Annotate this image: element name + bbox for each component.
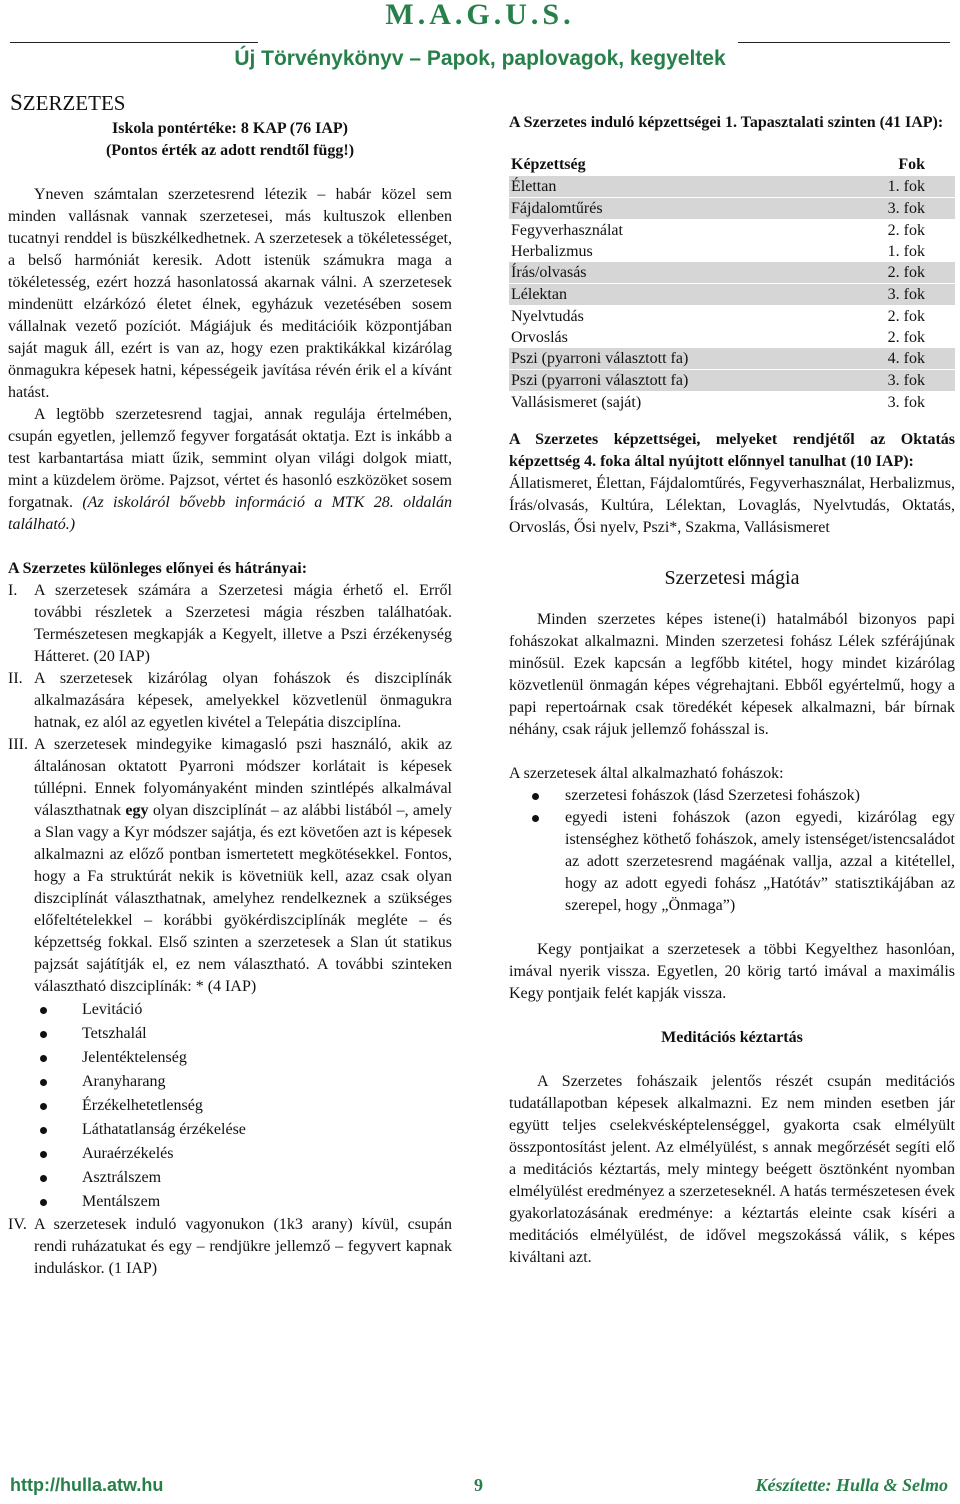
item-text: A szerzetesek induló vagyonukon (1k3 arany) kívül, csupán rendi ruházatukat és egy – rendjükre jellemző – fegyvert kapnak induláskor. (1 IAP) (34, 1216, 452, 1277)
list-item: Érzékelhetetlenség (8, 1094, 452, 1118)
skill-name: Élettan (509, 176, 863, 198)
title-rest: ZERZETES (22, 91, 126, 115)
skill-level: 3. fok (863, 198, 955, 220)
table-row (509, 284, 955, 306)
skill-name: Herbalizmus (511, 243, 593, 260)
kegy-paragraph: Kegy pontjaikat a szerzetesek a többi Kegyelthez hasonlóan, imával nyerik vissza. Egyetlen, 20 körig tartó imával a maximális Kegy pontjaik felét kapják vissza. (509, 941, 955, 1002)
level-column-header: Fok (898, 156, 925, 173)
school-value: Iskola pontértéke: 8 KAP (76 IAP) (112, 120, 348, 137)
list-item: Asztrálszem (8, 1166, 452, 1190)
advantage-item (8, 1214, 452, 1280)
skill-level: 2. fok (887, 222, 925, 239)
skill-name: Lélektan (509, 284, 863, 306)
school-note: (Pontos érték az adott rendtől függ!) (105, 142, 355, 159)
item-number: III. (8, 736, 28, 753)
header-rule-left (10, 42, 258, 43)
table-row (509, 306, 955, 328)
meditation-title: Meditációs kéztartás (661, 1029, 803, 1046)
skill-level: 3. fok (863, 284, 955, 306)
list-item: Levitáció (8, 998, 452, 1022)
item-number: II. (8, 670, 23, 687)
table-row (509, 198, 955, 220)
skills-table (509, 154, 955, 413)
title-cap: S (10, 90, 23, 115)
section-title (10, 92, 452, 114)
item3-text-b: olyan diszciplínát – az alábbi listából –, amely a Slan vagy a Kyr módszer sajátja, és ezt követően azt is képesek alkalmazni az előző pontban ismertetett megkötésekkel. Fontos, hogy a Fa struktúrát nekik is követniük kell, azaz csak olyan diszciplínát választhatnak, amelyhez rendelkeznek a szükséges előfeltételekkel – korábbi gyökérdiszciplínák megléte – és képzettség fokkal. Első szinten a szerzetesek a Slan út statikus pajzsát sajátítják el, ez nem választható. A további szinteken választható diszciplínák: * (4 IAP) (34, 802, 453, 995)
item-text: A szerzetesek számára a Szerzetesi mágia érhető el. Erről további részletek a Szerzetesi mágia részben találhatóak. Természetesen megkapják a Kegyelt, illetve a Pszi érzékenység Hátteret. (20 IAP) (34, 582, 452, 665)
list-item: szerzetesi fohászok (lásd Szerzetesi fohászok) (509, 785, 955, 807)
skill-name: Nyelvtudás (511, 308, 584, 325)
skill-level: 1. fok (887, 243, 925, 260)
table-row (509, 348, 955, 370)
skill-name: Pszi (pyarroni választott fa) (509, 370, 863, 392)
advantage-item (8, 734, 452, 998)
header-subtitle: Új Törvénykönyv – Papok, paplovagok, kegyeltek (234, 47, 726, 70)
list-item: Láthatatlanság érzékelése (8, 1118, 452, 1142)
item-number: I. (8, 582, 18, 599)
advantage-item (8, 580, 452, 668)
skill-name: Fájdalomtűrés (509, 198, 863, 220)
discipline-list (8, 998, 452, 1214)
skill-level: 2. fok (887, 329, 925, 346)
list-item: Auraérzékelés (8, 1142, 452, 1166)
intro-paragraph (8, 184, 452, 404)
school-reference: (Az iskoláról bővebb információ a MTK 28. oldalán található.) (8, 494, 453, 533)
advantage-item (8, 668, 452, 734)
item3-bold: egy (125, 802, 149, 819)
skill-name: Vallásismeret (saját) (511, 394, 642, 411)
page-footer (0, 1474, 960, 1500)
intro-text: Yneven számtalan szerzetesrend létezik – habár közel sem minden vallásnak vannak szerzetesei, más kultuszok ellenben tucatnyi renddel is büszkélkedhetnek. A szerzetesek a tökéletességet, a belső harmóniát keresik. Adott istenük számukra maga a tökéletesség, ezért hozzá hasonlatossá akarnak válni. A szerzetesek mindenütt elzárkózó életet élnek, egyházuk vezetésében sosem vállalnak vezető pozíciót. Mágiájuk és meditációik központjában saját maguk áll, ezért is van az, hogy ezen praktikákkal kizárólag önmagukra képesek hatni, képességeik javítása révén érik el a kívánt hatást. (8, 186, 452, 401)
list-item: Tetszhalál (8, 1022, 452, 1046)
skill-name: Orvoslás (511, 329, 568, 346)
skill-column-header: Képzettség (511, 156, 586, 173)
header-rule-right (738, 42, 950, 43)
advantages-heading: A Szerzetes különleges előnyei és hátrányai: (8, 560, 308, 577)
prayer-list (509, 785, 955, 917)
skills-intro: A Szerzetes induló képzettségei 1. Tapasztalati szinten (41 IAP): (509, 114, 944, 131)
table-row (509, 392, 955, 414)
table-row (509, 262, 955, 284)
left-column (8, 92, 452, 1280)
list-item: Mentálszem (8, 1190, 452, 1214)
skill-level: 2. fok (863, 262, 955, 284)
meditation-paragraph: A Szerzetes fohászaik jelentős részét csupán meditációs tudatállapotban képesek alkalmazni. Ez nem minden esetben jár együtt teljes cselekvésképtelenséggel, gyakorta csak elmélyült összpontosítást jelent. Az elmélyülést, s annak megőrzését segíti elő a meditációs kéztartás, mely mintegy beégett ösztönként nyomban elmélyülést eredményez a szerzeteseknél. A hatás természetesen évek gyakorlatozásának eredménye: a kéztartás eleinte csak kíséri a meditációs elmélyülést, de idővel megszokássá válik, s képes kiváltani azt. (509, 1073, 955, 1266)
magic-paragraph: Minden szerzetes képes istene(i) hatalmából bizonyos papi fohászokat alkalmazni. Minden szerzetesi fohász Lélek szférájúnak minősül. Ezek kapcsán a legfőbb kitétel, hogy mindet kizárólag közvetlenül önmagán képes végrehajtani. Ebből egyértelmű, hogy a papi repertoárnak csak töredékét képesek alkalmazni, bár bírnak néhány, csak rájuk jellemző fohásszal is. (509, 611, 955, 738)
table-row (509, 327, 955, 348)
footer-credits: Készítette: Hulla & Selmo (755, 1475, 948, 1495)
table-row (509, 220, 955, 242)
right-column (509, 112, 955, 1269)
skill-name: Fegyverhasználat (511, 222, 623, 239)
table-row (509, 241, 955, 262)
item-text (34, 734, 452, 998)
weapon-text: A legtöbb szerzetesrend tagjai, annak regulája értelmében, csupán egyetlen, jellemző fegyver forgatását oktatja. Ezt is inkább a test karbantartása miatt űzik, semmint olyan világi dolgok miatt, mint a küzdelem öröme. Pajzsot, vértet és hasonló eszközöket sosem forgatnak. (8, 406, 452, 511)
list-item: Jelentéktelenség (8, 1046, 452, 1070)
item-number: IV. (8, 1216, 27, 1233)
item-text: A szerzetesek kizárólag olyan fohászok és diszciplínák alkalmazására képesek, amelyekkel közvetlenül önmagukra hatnak, ez alól az egyetlen kivétel a Telepátia diszciplína. (34, 670, 452, 731)
list-item: egyedi isteni fohászok (azon egyedi, kizárólag egy istenséghez köthető fohászok, amely istenséget/istencsaládot az adott szerzetesrend magáénak vallja, azzal a kitétellel, hogy az adott egyedi fohász „Hatótáv” statisztikájában az szerepel, hogy „Önmaga”) (509, 807, 955, 917)
prayers-intro: A szerzetesek által alkalmazható fohászok: (509, 765, 784, 782)
skill-level: 3. fok (863, 370, 955, 392)
footer-url-link[interactable]: http://hulla.atw.hu (10, 1475, 164, 1495)
weapon-paragraph (8, 404, 452, 536)
header-logo: M.A.G.U.S. (385, 0, 575, 31)
item3-text-a: A szerzetesek mindegyike kimagasló pszi használó, akik az általánosan oktatott Pyarroni módszer korlátait is képesek túllépni. Ennek folyományaként minden szintlépés alkalmával választhatnak (34, 736, 452, 819)
table-row (509, 370, 955, 392)
skill-name: Írás/olvasás (509, 262, 863, 284)
skill-level: 2. fok (887, 308, 925, 325)
learnable-heading: A Szerzetes képzettségei, melyeket rendjétől az Oktatás képzettség 4. foka által nyújtott előnnyel tanulhat (10 IAP): (509, 431, 955, 470)
skill-name: Pszi (pyarroni választott fa) (509, 348, 863, 370)
table-header (509, 154, 955, 176)
skill-level: 4. fok (863, 348, 955, 370)
skill-level: 1. fok (863, 176, 955, 198)
magic-title: Szerzetesi mágia (664, 567, 800, 589)
table-row (509, 176, 955, 198)
learnable-list: Állatismeret, Élettan, Fájdalomtűrés, Fegyverhasználat, Herbalizmus, Írás/olvasás, Kultúra, Lélektan, Lovaglás, Nyelvtudás, Oktatás, Orvoslás, Ősi nyelv, Pszi*, Szakma, Vallásismeret (509, 475, 955, 536)
page-number: 9 (474, 1475, 483, 1495)
skill-level: 3. fok (887, 394, 925, 411)
list-item: Aranyharang (8, 1070, 452, 1094)
